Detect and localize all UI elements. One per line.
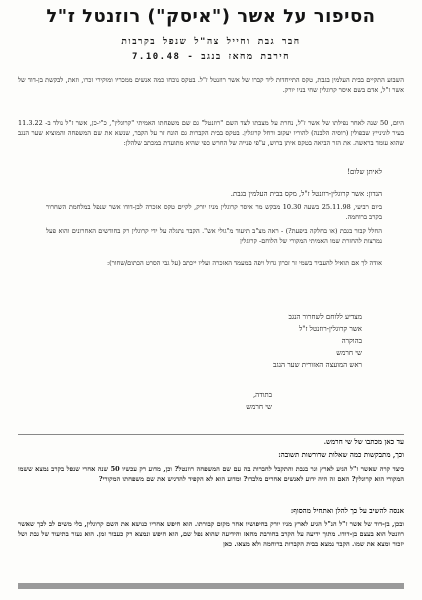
wreath-line-3: בהוקרה <box>341 337 362 345</box>
wreath-line-1: מצדיע ללוחם לשחרור הנגב <box>288 313 362 321</box>
letter-paragraph-1: ביום רביעי, 25.11.98 בשעה 10.30 מבקש מר איסר קרוגלין מניו יורק, לקיים טקס אזכרה לבן-דודו אשר שנפל במלחמת השחרור בקרב ברוחמה. <box>46 203 382 221</box>
letter-closing: בתודה, <box>252 391 272 399</box>
document-subtitle-line2: חירבת מחאז בנגב - 7.10.48 <box>132 52 290 62</box>
bottom-gray-bar <box>18 583 404 589</box>
letter-signature: שי חרמש <box>246 403 272 411</box>
answer-paragraph: ובכן, בן-דוד של אשר ז"ל הנ"ל הגיע לארץ מניו יורק בחיפושיו אחר מקום קבורתו. הוא חיפש אחריו כנושא את השם קרוגלין, בלי משים לב לכך שאשר רוזנטל הוא בעצם בן-דודו. מתוך ידיעה על הקרב בחורבת מחאז והידיעה שהוא נפל שם, הוא חיפש ונמצא רק כעבור זמן. הוא נעזר בתיעוד של גבת ושל יזכור ומצא את שמו. הקבר נמצא בבית הקברות ברוחמה ולא מצאו. כאן <box>18 520 404 548</box>
answer-intro: אנסה להשיב על כך להלן ואתחיל מהסוף: <box>290 506 404 515</box>
question-paragraph: כיצד קרה שאשר ז"ל הגיע לארץ וגר בגבת והתקבל לחברות בה עם שם המשפחה רוזנטל? וכן, מדוע רק עכשיו 50 שנה אחרי שנפל בקרב נמצא ששמו המקורי הוא קרוגלין? האם זה היה ידוע לאנשים אחרים מלבדו? ומדוע הוא לא הקפיד להדגיש את שם משפחתו המקורי? <box>18 465 404 483</box>
intro-paragraph-2: היום, 50 שנה לאחר נפילתו של אשר ז"ל, נחרת על מצבתו לצד השם "רוזנטל" גם שם משפחתו האמיתי "קרוגלין", כ"י-כן, אשר ז"ל נולד ב- 11.3.22 בעיר לונינייץ שבפולין (רוסיה הלבנה) להוריו יעקוב ורחל קרוגלין. בטקס בבית הקברות גם הונח זר על הקבר, שנשא את שם המשפחה והמוציא שער הנגב שהוא עומד בראשה. את הזר הביאה בטקס איתן ברוש, ע"פי פנייה של החרש כפי שהיא מתועדת במכתב שלהלן: <box>18 119 404 147</box>
letter-greeting: לאיתן שלום! <box>347 168 382 176</box>
letter-paragraph-2: החלל קבור בגבת (או בחלקה ביפעת?) - ראה מצ"ב תיעוד מ"גולי אש". הקבר נתגלה על ידי קרוגלין רק בחודשים האחרונים והוא פעל נמרצות להחזרת שמו האמיתי המקורי של הלוחם- קרוגלין <box>46 227 382 245</box>
wreath-line-4: שי חרמש <box>336 349 362 357</box>
section-divider <box>18 434 404 435</box>
letter-paragraph-3: אודה לך אם תואיל להעביר בשמי זר זכרון גדול ויפה במעמד האזכרה ועליו ייכתב (על גבי הסרט הכתום/שחור): <box>106 259 382 267</box>
wreath-line-5: ראש המועצה האזורית שער הנגב <box>273 361 362 369</box>
document-subtitle-line1: חבר גבת וחייל צה"ל שנפל בקרבות <box>121 37 301 47</box>
document-title: הסיפור על אשר ("איסק") רוזנטל ז"ל <box>46 6 376 27</box>
end-note: עד כאן מכתבו של שי חרמש. <box>323 437 404 446</box>
letter-subject: הנדון: אשר קרוגלין-רוזנטל ז"ל, מקס בבית העלמין בגבת. <box>230 190 382 198</box>
questions-intro: וכך, מתבקשות כמה שאלות שדורשות תשובה: <box>278 450 404 459</box>
intro-paragraph-1: השבוע התקיים בבית העלמין בגבת, טקס התייחדות ליד קברו של אשר רוזנטל ז"ל. בטקס נוכחו כמה אנשים ממכריו ומוקירי זכרו, וזאת, לבקשת בן-דוד של אשר ז"ל, אדם בשם איסר קרוגלין שחי בניו יורק. <box>18 76 404 94</box>
wreath-line-2: אשר קרוגלין-רוזנטל ז"ל <box>299 325 362 333</box>
